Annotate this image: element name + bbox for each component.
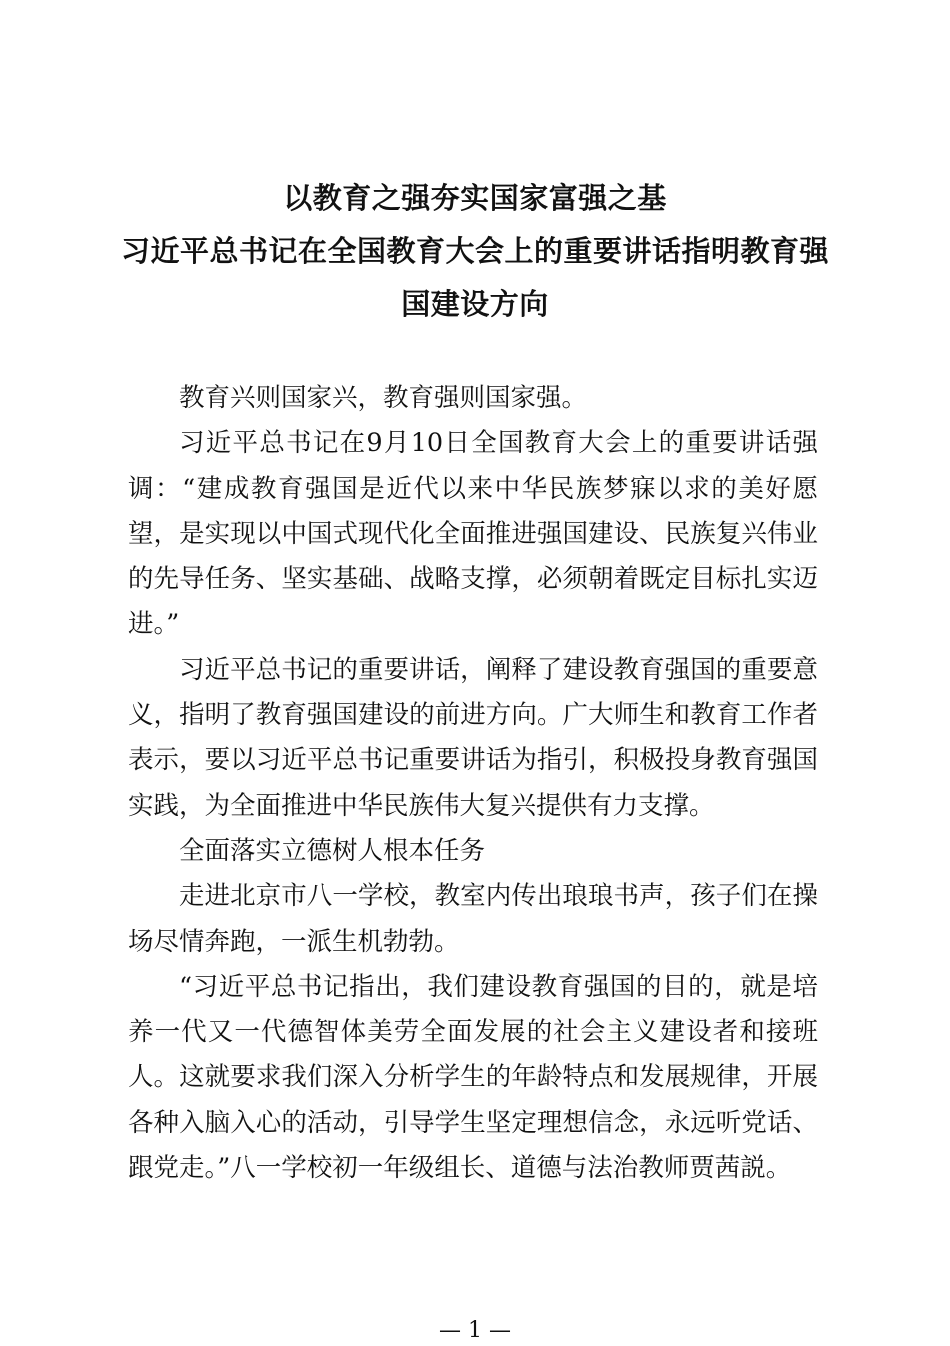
- document-body: [128, 376, 818, 1191]
- section-heading: 全面落实立德树人根本任务: [179, 835, 486, 866]
- document-title: [118, 172, 832, 331]
- title-line-2: 习近平总书记在全国教育大会上的重要讲话指明教育强: [120, 234, 829, 268]
- paragraph-1: 教育兴则国家兴，教育强则国家强。: [179, 383, 588, 413]
- title-line-1: 以教育之强夯实国家富强之基: [283, 181, 667, 215]
- page-number: — 1 —: [439, 1318, 511, 1343]
- paragraph-4: 走进北京市八一学校，教室内传出琅琅书声，孩子们在操场尽情奔跑，一派生机勃勃。: [128, 881, 818, 957]
- paragraph-3: 习近平总书记的重要讲话，阐释了建设教育强国的重要意义，指明了教育强国建设的前进方向。广大师生和教育工作者表示，要以习近平总书记重要讲话为指引，积极投身教育强国实践，为全面推进中华民族伟大复兴提供有力支撑。: [128, 654, 818, 821]
- paragraph-2: 习近平总书记在9月10日全国教育大会上的重要讲话强调：“建成教育强国是近代以来中华民族梦寐以求的美好愿望，是实现以中国式现代化全面推进强国建设、民族复兴伟业的先导任务、坚实基础、战略支撑，必须朝着既定目标扎实迈进。”: [128, 428, 818, 640]
- title-line-3: 国建设方向: [401, 287, 549, 321]
- paragraph-5: “习近平总书记指出，我们建设教育强国的目的，就是培养一代又一代德智体美劳全面发展的社会主义建设者和接班人。这就要求我们深入分析学生的年龄特点和发展规律，开展各种入脑入心的活动，引导学生坚定理想信念，永远听党话、跟党走。”八一学校初一年级组长、道德与法治教师贾茜説。: [128, 971, 818, 1184]
